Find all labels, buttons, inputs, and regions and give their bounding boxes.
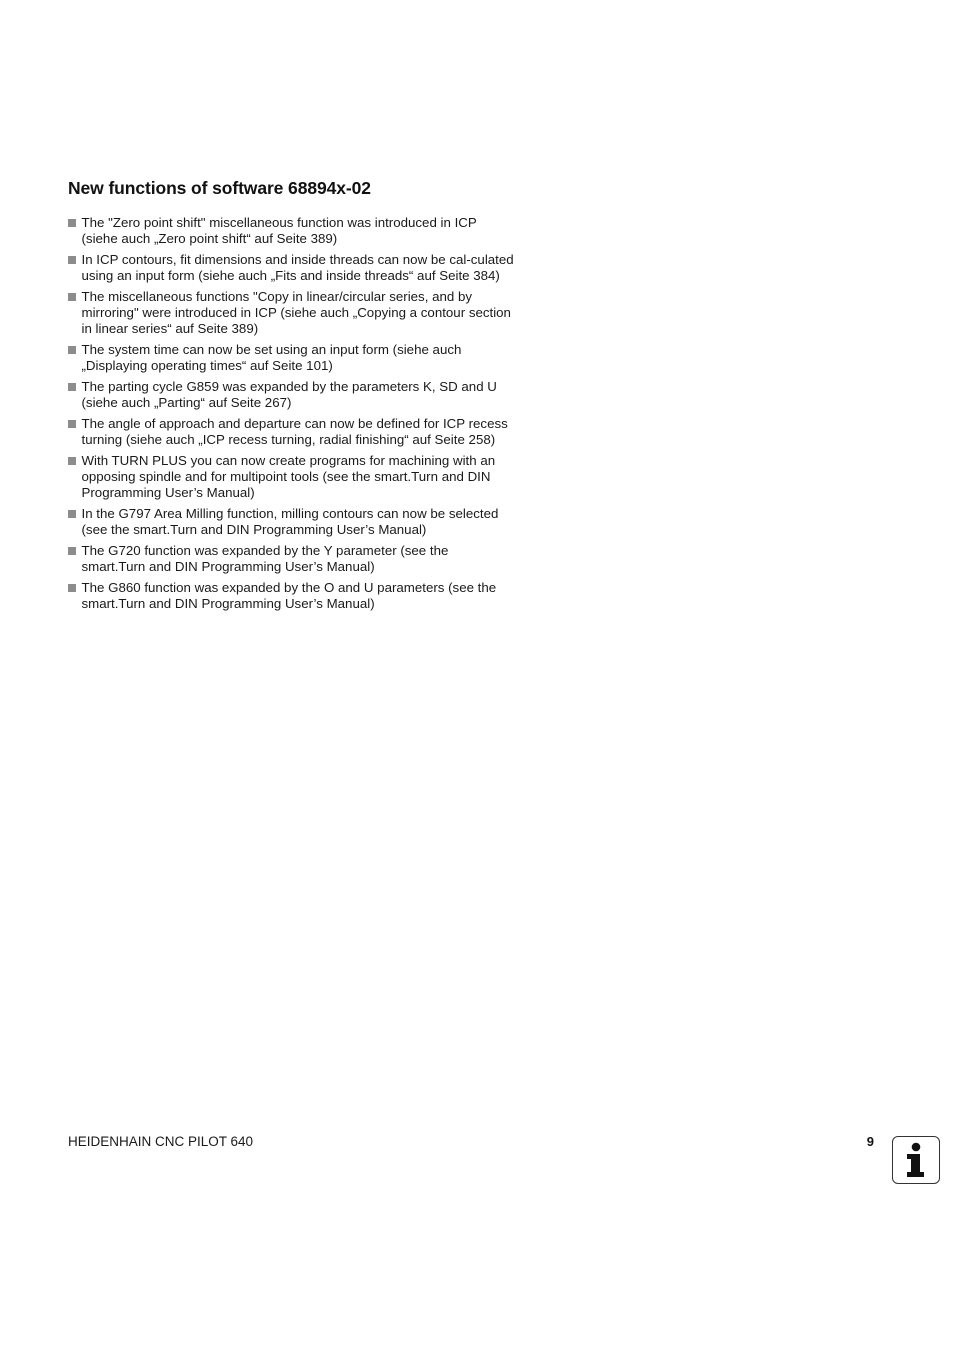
list-item-text: In ICP contours, fit dimensions and inside threads can now be cal-culated using an input form (siehe auch „Fits and inside threads“ auf Seite 384) [81, 252, 514, 283]
list-item-text: The G860 function was expanded by the O and U parameters (see the smart.Turn and DIN Programming User’s Manual) [81, 580, 497, 611]
bullet-square-icon [68, 383, 76, 391]
list-item-text: The parting cycle G859 was expanded by the parameters K, SD and U (siehe auch „Parting“ auf Seite 267) [81, 379, 497, 410]
list-item [68, 580, 514, 612]
list-item [68, 506, 514, 538]
list-item-text: The angle of approach and departure can now be defined for ICP recess turning (siehe auch „ICP recess turning, radial finishing“ auf Seite 258) [81, 416, 508, 447]
bullet-square-icon [68, 256, 76, 264]
list-item [68, 215, 514, 247]
bullet-square-icon [68, 584, 76, 592]
feature-list [68, 215, 514, 617]
list-item-text: In the G797 Area Milling function, milling contours can now be selected (see the smart.Turn and DIN Programming User’s Manual) [81, 506, 499, 537]
list-item [68, 543, 514, 575]
list-item-text: The miscellaneous functions "Copy in linear/circular series, and by mirroring" were introduced in ICP (siehe auch „Copying a contour section in linear series“ auf Seite 389) [81, 289, 511, 336]
list-item [68, 342, 514, 374]
list-item [68, 453, 514, 501]
list-item-text: The "Zero point shift" miscellaneous function was introduced in ICP (siehe auch „Zero point shift“ auf Seite 389) [81, 215, 477, 246]
list-item [68, 379, 514, 411]
list-item [68, 289, 514, 337]
list-item [68, 416, 514, 448]
footer-manual-title: HEIDENHAIN CNC PILOT 640 [68, 1134, 254, 1149]
bullet-square-icon [68, 346, 76, 354]
bullet-square-icon [68, 547, 76, 555]
list-item-text: With TURN PLUS you can now create programs for machining with an opposing spindle and for multipoint tools (see the smart.Turn and DIN Programming User’s Manual) [81, 453, 496, 500]
list-item-text: The G720 function was expanded by the Y parameter (see the smart.Turn and DIN Programming User’s Manual) [81, 543, 449, 574]
info-icon [892, 1136, 940, 1184]
bullet-square-icon [68, 219, 76, 227]
bullet-square-icon [68, 420, 76, 428]
bullet-square-icon [68, 510, 76, 518]
bullet-square-icon [68, 457, 76, 465]
section-heading: New functions of software 68894x-02 [68, 178, 371, 198]
list-item-text: The system time can now be set using an input form (siehe auch „Displaying operating times“ auf Seite 101) [81, 342, 462, 373]
bullet-square-icon [68, 293, 76, 301]
list-item [68, 252, 514, 284]
page-number: 9 [866, 1134, 874, 1149]
info-glyph [893, 1137, 938, 1182]
